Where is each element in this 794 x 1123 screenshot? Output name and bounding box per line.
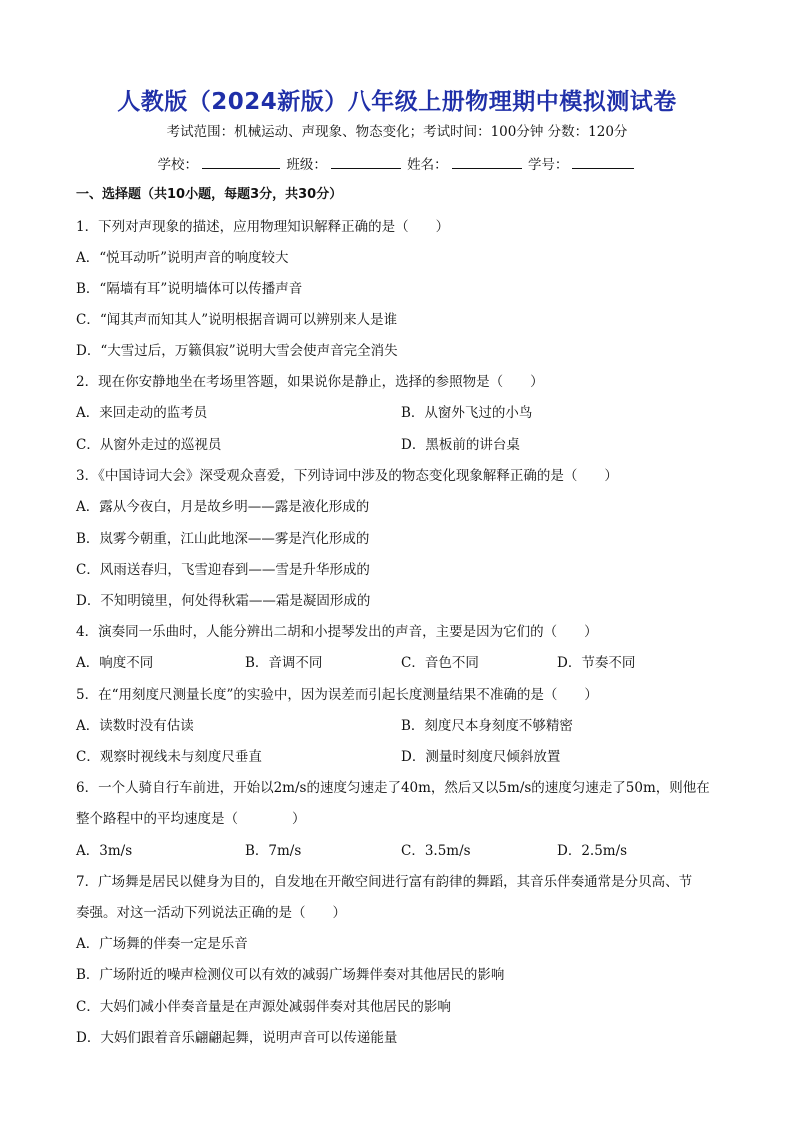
question-6-option-c: C．3.5m/s <box>401 843 471 859</box>
question-3-option-c: C．风雨送春归，飞雪迎春到——雪是升华形成的 <box>76 562 370 578</box>
question-1-option-c: C．“闻其声而知其人”说明根据音调可以辨别来人是谁 <box>76 312 398 328</box>
question-5-option-a: A．读数时没有估读 <box>76 718 194 734</box>
question-3-stem: 3．《中国诗词大会》深受观众喜爱，下列诗词中涉及的物态变化现象解释正确的是（ ） <box>76 468 618 484</box>
question-2-option-d: D．黑板前的讲台桌 <box>401 437 520 453</box>
class-blank <box>331 155 401 169</box>
school-label: 学校： <box>157 157 199 173</box>
question-5-option-b: B．刻度尺本身刻度不够精密 <box>401 718 573 734</box>
school-blank <box>202 155 280 169</box>
question-5-stem: 5．在“用刻度尺测量长度”的实验中，因为误差而引起长度测量结果不准确的是（ ） <box>76 687 598 703</box>
section-heading: 一、选择题（共10小题，每题3分，共30分） <box>76 187 343 202</box>
question-4-option-d: D．节奏不同 <box>557 655 636 671</box>
question-2-option-b: B．从窗外飞过的小鸟 <box>401 405 533 421</box>
question-5-option-d: D．测量时刻度尺倾斜放置 <box>401 749 561 765</box>
question-1-option-d: D．“大雪过后，万籁俱寂”说明大雪会使声音完全消失 <box>76 343 398 359</box>
question-7-stem-line2: 奏强。对这一活动下列说法正确的是（ ） <box>76 905 346 921</box>
question-6-stem-line1: 6．一个人骑自行车前进，开始以2m/s的速度匀速走了40m，然后又以5m/s的速度匀速走了50m，则他在 <box>76 780 710 796</box>
student-info-row <box>0 155 794 174</box>
name-blank <box>452 155 522 169</box>
question-3-option-a: A．露从今夜白，月是故乡明——露是液化形成的 <box>76 499 370 515</box>
question-3-option-d: D．不知明镜里，何处得秋霜——霜是凝固形成的 <box>76 593 371 609</box>
question-5-option-c: C．观察时视线未与刻度尺垂直 <box>76 749 262 765</box>
exam-scope: 考试范围：机械运动、声现象、物态变化；考试时间：100分钟 分数：120分 <box>166 124 628 140</box>
question-7-option-a: A．广场舞的伴奏一定是乐音 <box>76 936 248 952</box>
question-4-option-b: B．音调不同 <box>245 655 323 671</box>
question-4-option-c: C．音色不同 <box>401 655 479 671</box>
question-2-option-c: C．从窗外走过的巡视员 <box>76 437 222 453</box>
question-1-stem: 1．下列对声现象的描述，应用物理知识解释正确的是（ ） <box>76 219 450 235</box>
class-label: 班级： <box>286 157 327 173</box>
question-7-stem-line1: 7．广场舞是居民以健身为目的，自发地在开敞空间进行富有韵律的舞蹈，其音乐伴奏通常是分贝高、节 <box>76 874 693 890</box>
question-4-option-a: A．响度不同 <box>76 655 154 671</box>
question-1-option-a: A．“悦耳动听”说明声音的响度较大 <box>76 250 289 266</box>
number-label: 学号： <box>527 157 569 173</box>
question-7-option-d: D．大妈们跟着音乐翩翩起舞，说明声音可以传递能量 <box>76 1030 398 1046</box>
question-1-option-b: B．“隔墙有耳”说明墙体可以传播声音 <box>76 281 303 297</box>
question-6-option-b: B．7m/s <box>245 843 302 859</box>
question-6-option-d: D．2.5m/s <box>557 843 628 859</box>
question-2-stem: 2．现在你安静地坐在考场里答题，如果说你是静止，选择的参照物是（ ） <box>76 374 544 390</box>
question-7-option-b: B．广场附近的噪声检测仪可以有效的减弱广场舞伴奏对其他居民的影响 <box>76 967 505 983</box>
question-2-option-a: A．来回走动的监考员 <box>76 405 208 421</box>
question-6-option-a: A．3m/s <box>76 843 133 859</box>
question-6-stem-line2: 整个路程中的平均速度是（ ） <box>76 811 306 827</box>
question-7-option-c: C．大妈们减小伴奏音量是在声源处减弱伴奏对其他居民的影响 <box>76 999 451 1015</box>
name-label: 姓名： <box>407 157 448 173</box>
number-blank <box>572 155 634 169</box>
question-3-option-b: B．岚雾今朝重，江山此地深——雾是汽化形成的 <box>76 531 370 547</box>
question-4-stem: 4．演奏同一乐曲时，人能分辨出二胡和小提琴发出的声音，主要是因为它们的（ ） <box>76 624 598 640</box>
exam-title: 人教版（2024新版）八年级上册物理期中模拟测试卷 <box>117 89 677 115</box>
